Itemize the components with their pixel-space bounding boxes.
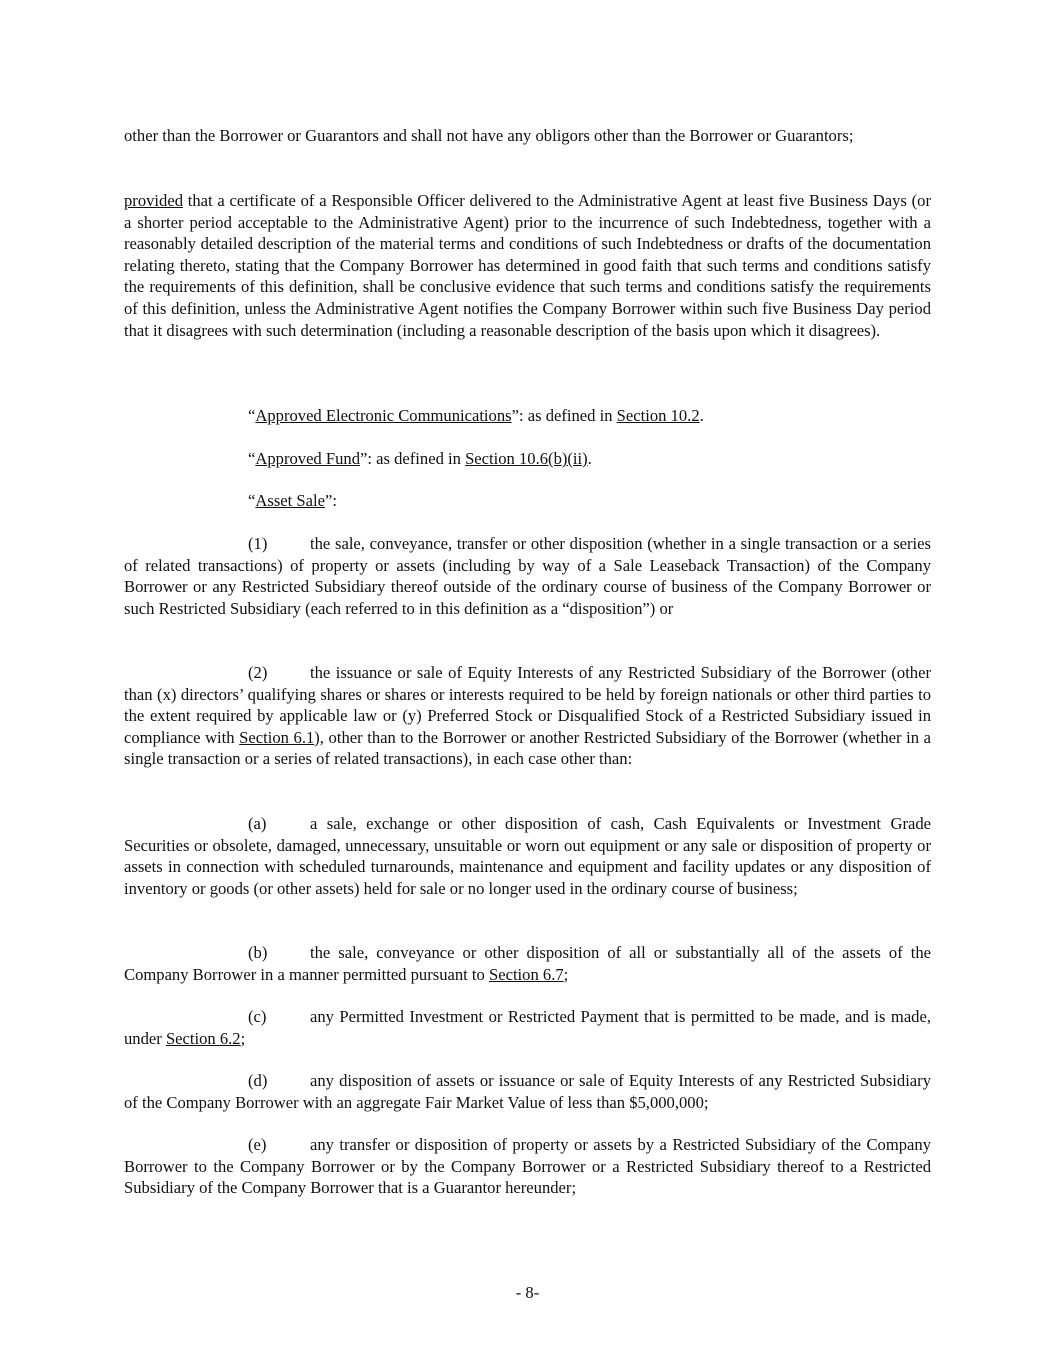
item-label: (a) (248, 814, 267, 833)
defined-term: Approved Fund (255, 449, 361, 468)
section-reference: Section 6.1 (239, 727, 315, 747)
item-label: (c) (248, 1007, 267, 1026)
defined-term: Approved Electronic Communications (255, 406, 512, 425)
section-reference: Section 6.7 (488, 964, 564, 984)
continuation-paragraph: other than the Borrower or Guarantors and shall not have any obligors other than the Borrower or Guarantors; (124, 126, 854, 145)
list-item-2: (2) the issuance or sale of Equity Interests of any Restricted Subsidiary of the Borrower (other than (x) directors’ qualifying shares or shares or interests required to be held by foreign nationals or other third parties to the extent required by applicable law or (y) Preferred Stock or Disqualified Stock of a Restricted Subsidiary issued in compliance with Section 6.1), other than to the Borrower or another Restricted Subsidiary of the Borrower (whether in a single transaction or a series of related transactions), in each case other than: (124, 663, 931, 769)
list-item-b: (b) the sale, conveyance or other disposition of all or substantially all of the assets of the Company Borrower in a manner permitted pursuant to Section 6.7; (124, 943, 931, 984)
item-label: (1) (248, 534, 268, 553)
page-number: - 8- (515, 1283, 540, 1302)
proviso-text: that a certificate of a Responsible Officer delivered to the Administrative Agent at least five Business Days (or a shorter period acceptable to the Administrative Agent) prior to the incurrence of such Indebtedness, together with a reasonably detailed description of the material terms and conditions of such Indebtedness or drafts of the documentation relating thereto, stating that the Company Borrower has determined in good faith that such terms and conditions satisfy the requirements of this definition, shall be conclusive evidence that such terms and conditions satisfy the requirements of this definition, unless the Administrative Agent notifies the Company Borrower within such five Business Day period that it disagrees with such determination (including a reasonable description of the basis upon which it disagrees). (124, 191, 931, 340)
section-reference: Section 10.2 (616, 406, 700, 425)
item-label: (e) (248, 1135, 267, 1154)
list-item-c: (c) any Permitted Investment or Restricted Payment that is permitted to be made, and is made, under Section 6.2; (124, 1007, 931, 1048)
definition-approved-electronic-communications: “Approved Electronic Communications”: as defined in Section 10.2. (248, 406, 704, 425)
section-reference: Section 10.6(b)(ii) (465, 449, 588, 468)
item-label: (2) (248, 663, 268, 682)
proviso-paragraph (124, 190, 931, 341)
list-item-a: (a) a sale, exchange or other disposition of cash, Cash Equivalents or Investment Grade Securities or obsolete, damaged, unnecessary, unsuitable or worn out equipment or any sale or disposition of property or assets in connection with scheduled turnarounds, maintenance and equipment and facility updates or any disposition of inventory or goods (or other assets) held for sale or no longer used in the ordinary course of business; (124, 814, 931, 898)
list-item-1: (1) the sale, conveyance, transfer or other disposition (whether in a single transaction or a series of related transactions) of property or assets (including by way of a Sale Leaseback Transaction) of the Company Borrower or any Restricted Subsidiary thereof outside of the ordinary course of business of the Company Borrower or such Restricted Subsidiary (each referred to in this definition as a “disposition”) or (124, 534, 931, 618)
section-reference: Section 6.2 (165, 1028, 241, 1048)
defined-term: Asset Sale (255, 491, 325, 510)
provided-term: provided (124, 191, 183, 210)
list-item-d: (d) any disposition of assets or issuance or sale of Equity Interests of any Restricted Subsidiary of the Company Borrower with an aggregate Fair Market Value of less than $5,000,000; (124, 1071, 931, 1112)
list-item-e: (e) any transfer or disposition of property or assets by a Restricted Subsidiary of the Company Borrower to the Company Borrower or by the Company Borrower or a Restricted Subsidiary thereof to a Restricted Subsidiary of the Company Borrower that is a Guarantor hereunder; (124, 1135, 931, 1198)
item-label: (d) (248, 1071, 268, 1090)
item-label: (b) (248, 943, 268, 962)
definition-approved-fund: “Approved Fund”: as defined in Section 10.6(b)(ii). (248, 449, 592, 468)
definition-asset-sale: “Asset Sale”: (248, 491, 337, 510)
